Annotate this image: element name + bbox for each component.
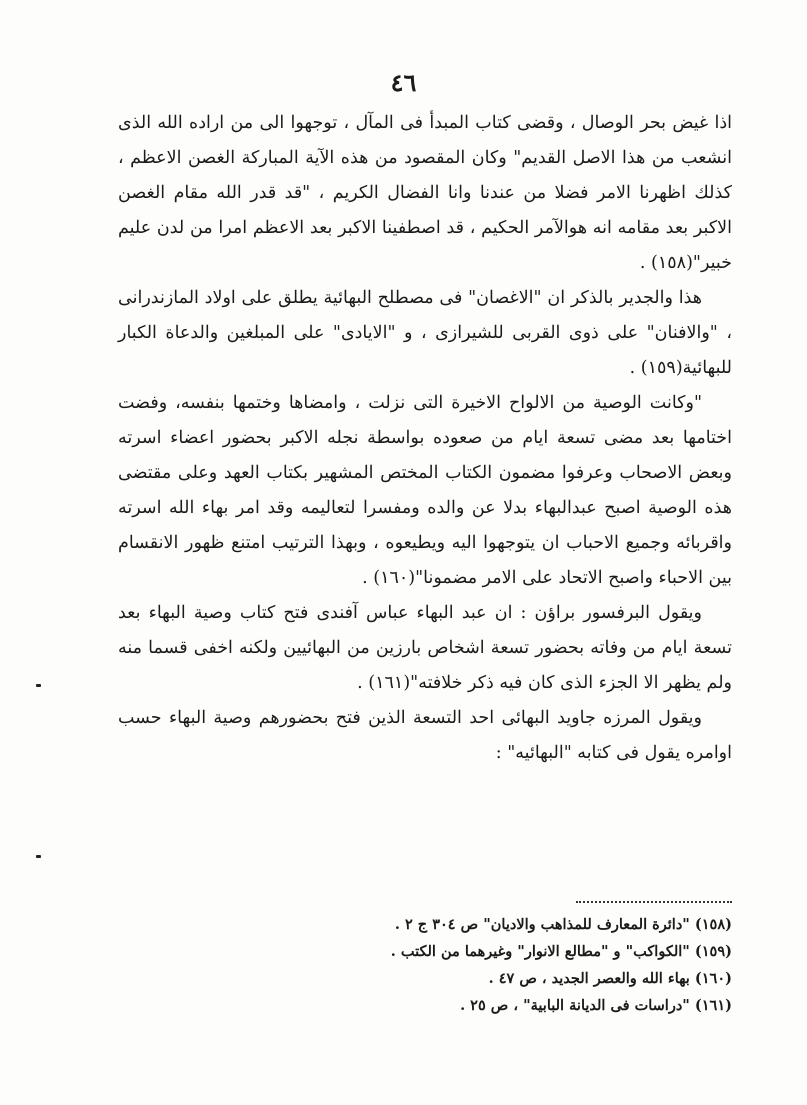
footnote-separator (576, 901, 732, 903)
paragraph: هذا والجدير بالذكر ان "الاغصان" فى مصطلح البهائية يطلق على اولاد المازندرانى ، "والافنان" على ذوى القربى للشيرازى ، و "الايادى" على المبلغين والدعاة الكبار للبهائية(١٥٩) . (118, 288, 732, 378)
footnote: (١٦١) "دراسات فى الديانة البابية" ، ص ٢٥ . (460, 997, 732, 1014)
margin-mark (36, 855, 41, 858)
paragraph: ويقول المرزه جاويد البهائى احد التسعة الذين فتح بحضورهم وصية البهاء حسب اوامره يقول فى كتابه "البهائيه" : (118, 708, 732, 763)
footnote: (١٦٠) بهاء الله والعصر الجديد ، ص ٤٧ . (488, 970, 732, 987)
footnote: (١٥٩) "الكواكب" و "مطالع الانوار" وغيرهما من الكتب . (390, 943, 732, 960)
margin-mark (36, 684, 41, 687)
paragraph: "وكانت الوصية من الالواح الاخيرة التى نزلت ، وامضاها وختمها بنفسه، وفضت اختامها بعد مضى تسعة ايام من صعوده بواسطة نجله الاكبر بحضور اعضاء اسرته وبعض الاصحاب وعرفوا مضمون الكتاب المختص المشهير بكتاب العهد وعلى مقتضى هذه الوصية اصبح عبدالبهاء بدلا عن والده ومفسرا لتعاليمه وقد امر بهاء الله اسرته واقربائه وجميع الاحباب ان يتوجهوا اليه ويطيعوه ، وبهذا الترتيب امتنع ظهور الانقسام بين الاحباء واصبح الاتحاد على الامر مضمونا"(١٦٠) . (118, 393, 732, 588)
footnote: (١٥٨) "دائرة المعارف للمذاهب والاديان" ص ٣٠٤ ج ٢ . (394, 916, 732, 933)
footnotes (240, 911, 732, 1019)
paragraph: ويقول البرفسور براؤن : ان عبد البهاء عباس آفندى فتح كتاب وصية البهاء بعد تسعة ايام من وفاته بحضور تسعة اشخاص بارزين من البهائيين ولكنه اخفى قسما منه ولم يظهر الا الجزء الذى كان فيه ذكر خلافته"(١٦١) . (118, 603, 732, 693)
paragraph: اذا غيض بحر الوصال ، وقضى كتاب المبدأ فى المآل ، توجهوا الى من اراده الله الذى انشعب من هذا الاصل القديم" وكان المقصود من هذه الآية المباركة الغصن الاعظم ، كذلك اظهرنا الامر فضلا من عندنا وانا الفضال الكريم ، "قد قدر الله مقام الغصن الاكبر بعد مقامه انه هوالآمر الحكيم ، قد اصطفينا الاكبر بعد الاعظم امرا من لدن عليم خبير"(١٥٨) . (118, 113, 732, 273)
body-text (118, 106, 732, 771)
page-number: ٤٦ (390, 68, 417, 97)
